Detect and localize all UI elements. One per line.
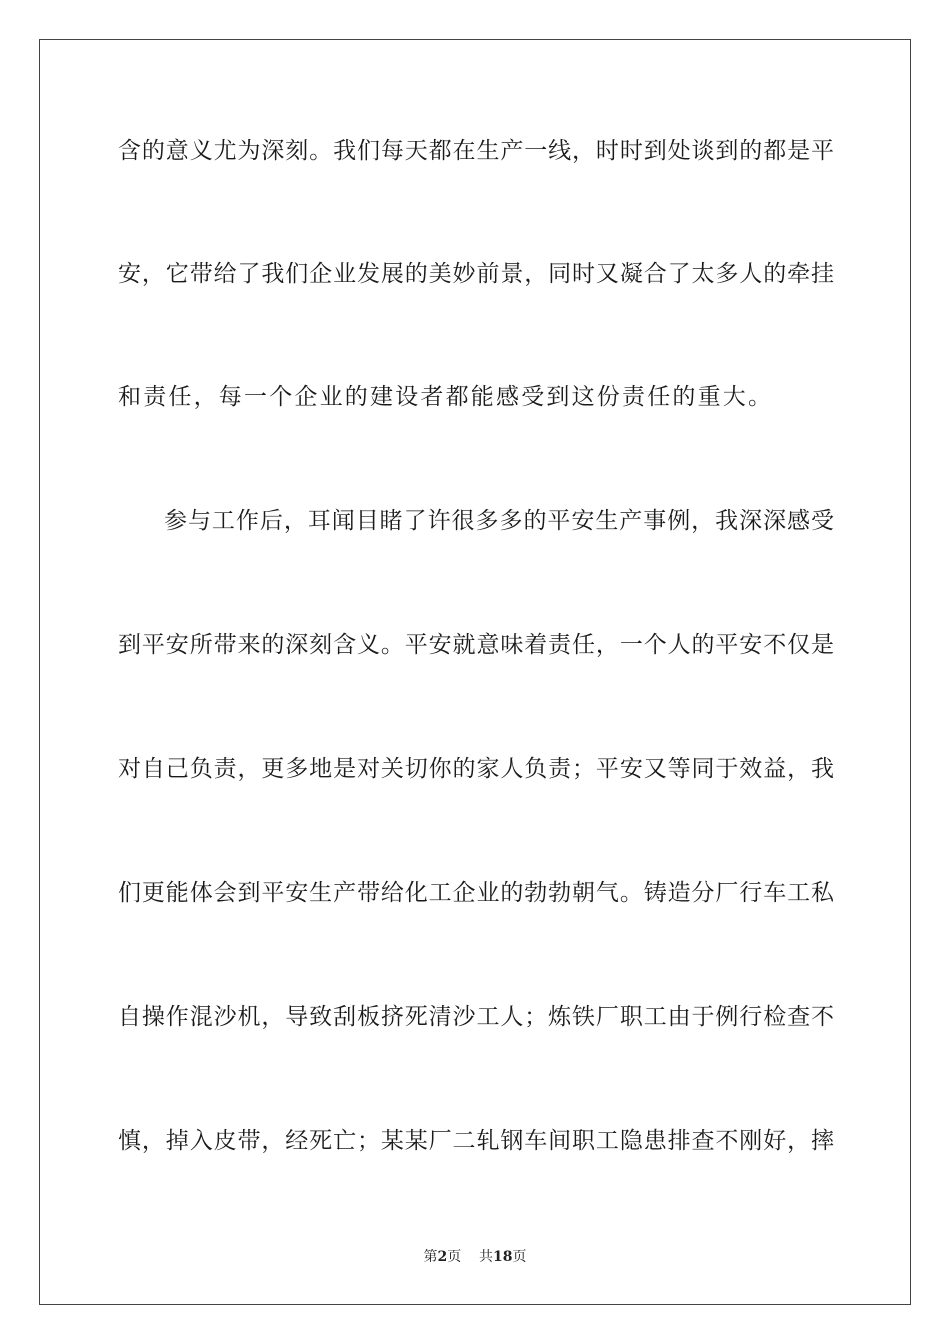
page-prefix: 第 [423, 1249, 438, 1265]
page-suffix: 页 [447, 1249, 462, 1265]
page-total-number: 18 [493, 1249, 513, 1265]
paragraph-line: 参与工作后，耳闻目睹了许很多多的平安生产事例，我深深感受 [164, 508, 834, 534]
paragraph-line: 们更能体会到平安生产带给化工企业的勃勃朝气。铸造分厂行车工私 [118, 880, 834, 906]
paragraph-line: 对自己负责，更多地是对关切你的家人负责；平安又等同于效益，我 [118, 756, 834, 782]
paragraph-line: 到平安所带来的深刻含义。平安就意味着责任，一个人的平安不仅是 [118, 632, 834, 658]
total-prefix: 共 [479, 1249, 494, 1265]
page-border [39, 39, 911, 1305]
page-footer [0, 1248, 950, 1266]
paragraph-line: 含的意义尤为深刻。我们每天都在生产一线，时时到处谈到的都是平 [118, 138, 834, 164]
paragraph-line: 安，它带给了我们企业发展的美妙前景，同时又凝合了太多人的牵挂 [118, 261, 834, 287]
total-suffix: 页 [512, 1249, 527, 1265]
paragraph-line: 和责任，每一个企业的建设者都能感受到这份责任的重大。 [118, 384, 774, 410]
page-current-number: 2 [437, 1249, 448, 1265]
paragraph-line: 慎，掉入皮带，经死亡；某某厂二轧钢车间职工隐患排查不刚好，摔 [118, 1128, 834, 1154]
paragraph-line: 自操作混沙机，导致刮板挤死清沙工人；炼铁厂职工由于例行检查不 [118, 1004, 834, 1030]
